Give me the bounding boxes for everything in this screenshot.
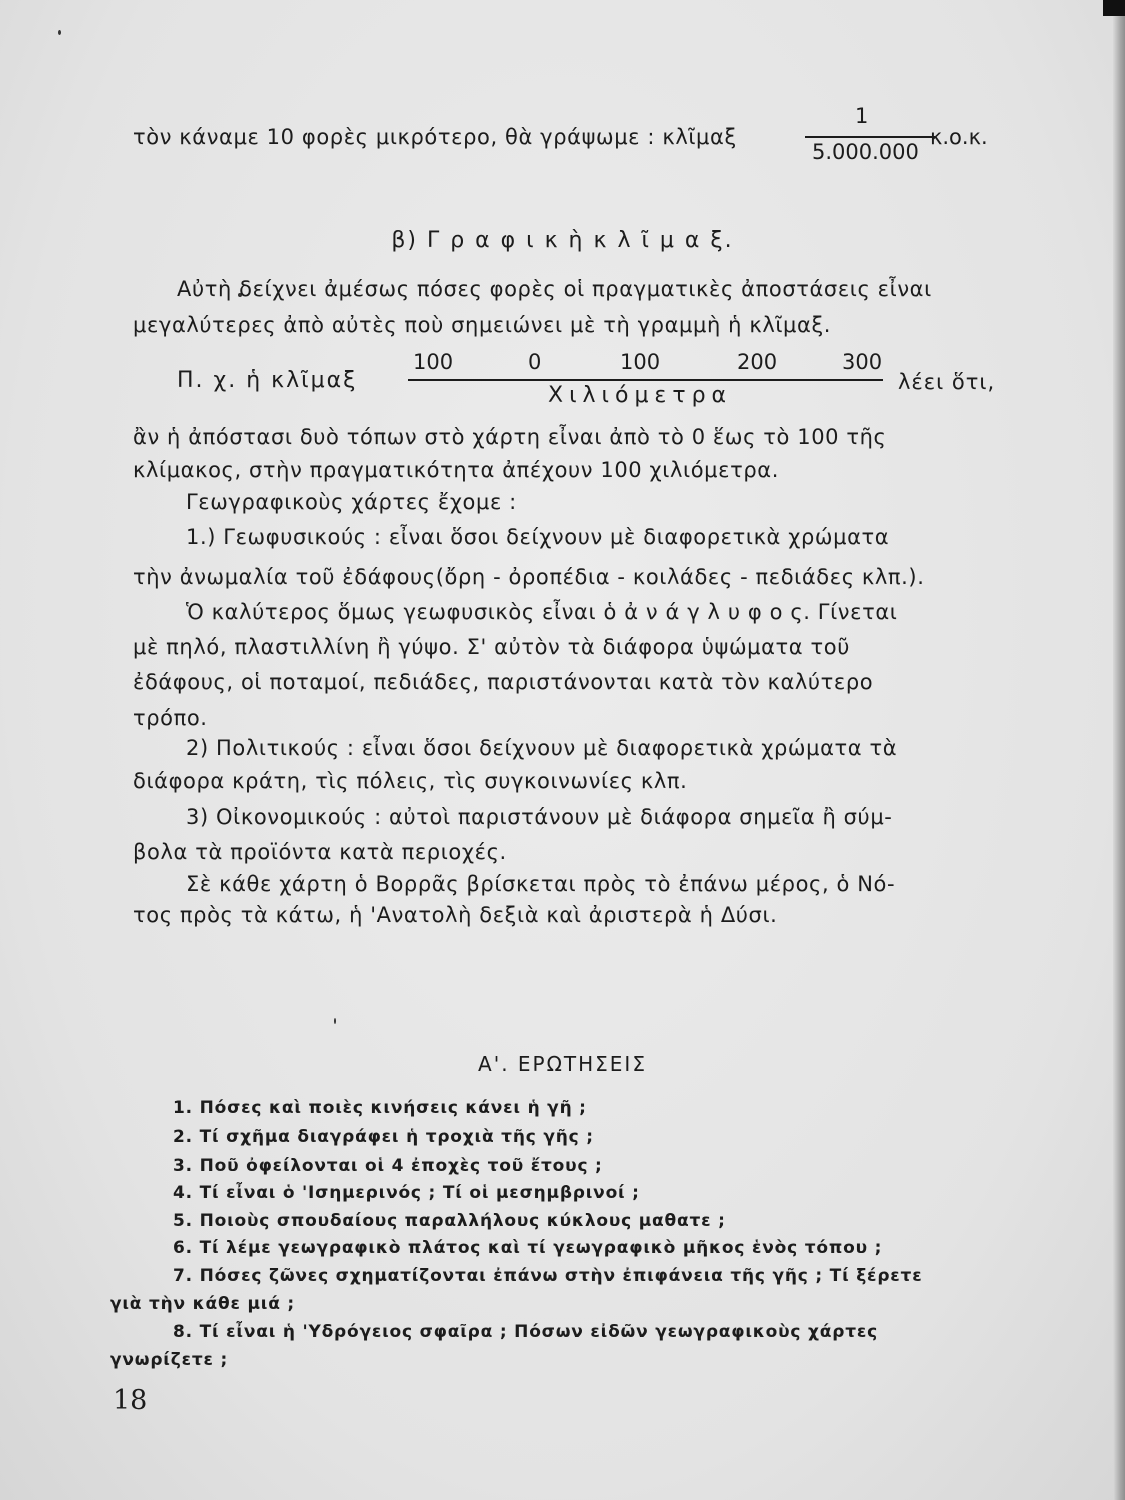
question-item: 1. Πόσες καὶ ποιὲς κινήσεις κάνει ἡ γῆ ; [173, 1098, 587, 1118]
scale-tick-label: 300 [842, 350, 883, 374]
speck-mark [334, 1018, 336, 1024]
line-text: ἂν ἡ ἀπόστασι δυὸ τόπων στὸ χάρτη εἶναι ἀπὸ τὸ 0 ἕως τὸ 100 τῆς [133, 425, 887, 449]
paragraph-line: βολα τὰ προϊόντα κατὰ περιοχές. [133, 840, 507, 864]
speck-mark [58, 30, 61, 35]
paragraph-line: Γεωγραφικοὺς χάρτες ἔχομε : [186, 490, 517, 514]
question-text: 7. Πόσες ζῶνες σχηματίζονται ἐπάνω στὴν ἐπιφάνεια τῆς γῆς ; Τί ξέρετε [173, 1266, 923, 1286]
paragraph-line [133, 670, 999, 694]
scale-ratio-text: τὸν κάναμε 10 φορὲς μικρότερο, θὰ γράψωμε : κλῖμαξ [133, 125, 737, 149]
question-item: 2. Τί σχῆμα διαγράφει ἡ τροχιὰ τῆς γῆς ; [173, 1127, 594, 1147]
question-item: 6. Τί λέμε γεωγραφικὸ πλάτος καὶ τί γεωγραφικὸ μῆκος ἑνὸς τόπου ; [173, 1238, 883, 1258]
paragraph-line [186, 872, 1001, 896]
page-number: 18 [113, 1385, 148, 1416]
paragraph-line [177, 277, 1002, 301]
fraction-bar [805, 136, 935, 138]
scale-example-tail: λέει ὅτι, [898, 370, 996, 394]
scale-unit-label: Χιλιόμετρα [548, 383, 733, 408]
paragraph-line: μεγαλύτερες ἀπὸ αὐτὲς ποὺ σημειώνει μὲ τὴ γραμμὴ ἡ κλῖμαξ. [133, 313, 832, 337]
paragraph-line: τρόπο. [133, 706, 208, 730]
question-continuation: γνωρίζετε ; [110, 1350, 229, 1370]
question-item: 3. Ποῦ ὀφείλονται οἱ 4 ἐποχὲς τοῦ ἔτους ; [173, 1156, 603, 1176]
questions-heading: Α'. ΕΡΩΤΗΣΕΙΣ [478, 1052, 647, 1076]
fraction-denominator: 5.000.000 [812, 140, 919, 164]
question-continuation: γιὰ τὴν κάθε μιά ; [110, 1294, 295, 1314]
fraction-numerator: 1 [855, 104, 869, 128]
line-text: μὲ πηλό, πλαστιλλίνη ἢ γύψο. Σ' αὐτὸν τὰ διάφορα ὑψώματα τοῦ [133, 635, 850, 659]
fraction-suffix: κ.ο.κ. [930, 125, 988, 149]
paragraph-line [186, 525, 1001, 549]
corner-mark [1103, 0, 1125, 16]
paragraph-line: διάφορα κράτη, τὶς πόλεις, τὶς συγκοινωνίες κλπ. [133, 769, 688, 793]
page-edge-shadow [1113, 0, 1125, 1500]
scale-tick-label: 200 [737, 350, 778, 374]
line-text: 3) Οἰκονομικούς : αὐτοὶ παριστάνουν μὲ διάφορα σημεῖα ἢ σύμ- [186, 805, 893, 829]
line-text: 1.) Γεωφυσικούς : εἶναι ὅσοι δείχνουν μὲ διαφορετικὰ χρώματα [186, 525, 890, 549]
section-heading-graphic-scale: β) Γ ρ α φ ι κ ὴ κ λ ῖ μ α ξ. [391, 228, 734, 253]
paragraph-line [133, 635, 1001, 659]
question-text: 8. Τί εἶναι ἡ 'Υδρόγειος σφαῖρα ; Πόσων εἰδῶν γεωγραφικοὺς χάρτες [173, 1322, 879, 1342]
paragraph-line: τὴν ἀνωμαλία τοῦ ἐδάφους(ὄρη - ὀροπέδια - κοιλάδες - πεδιάδες κλπ.). [133, 565, 925, 589]
question-item [173, 1322, 983, 1342]
scale-tick-label: 100 [413, 350, 454, 374]
line-text: Αὐτὴ δείχνει ἀμέσως πόσες φορὲς οἱ πραγματικὲς ἀποστάσεις εἶναι [177, 277, 932, 301]
line-text: 2) Πολιτικούς : εἶναι ὅσοι δείχνουν μὲ διαφορετικὰ χρώματα τὰ [186, 736, 898, 760]
scale-tick-label: 0 [528, 350, 542, 374]
paragraph-line [186, 736, 1001, 760]
scale-bar-line [408, 379, 883, 381]
paragraph-line [186, 600, 1001, 624]
paragraph-line [186, 805, 998, 829]
line-text: Ὁ καλύτερος ὅμως γεωφυσικὸς εἶναι ὁ ἀ ν ά γ λ υ φ ο ς. Γίνεται [186, 600, 898, 624]
question-item [173, 1266, 985, 1286]
paragraph-line: κλίμακος, στὴν πραγματικότητα ἀπέχουν 100 χιλιόμετρα. [133, 458, 779, 482]
paragraph-line [133, 425, 1003, 449]
line-text: Σὲ κάθε χάρτη ὁ Βορρᾶς βρίσκεται πρὸς τὸ ἐπάνω μέρος, ὁ Νό- [186, 872, 896, 896]
question-item: 5. Ποιοὺς σπουδαίους παραλλήλους κύκλους μαθατε ; [173, 1211, 726, 1231]
scale-tick-label: 100 [620, 350, 661, 374]
scale-example-label: Π. χ. ἡ κλῖμαξ [177, 368, 358, 393]
paragraph-line: τος πρὸς τὰ κάτω, ἡ 'Ανατολὴ δεξιὰ καὶ ἀριστερὰ ἡ Δύσι. [133, 903, 778, 927]
question-item: 4. Τί εἶναι ὁ 'Ισημερινός ; Τί οἱ μεσημβρινοί ; [173, 1183, 640, 1203]
line-text: ἐδάφους, οἱ ποταμοί, πεδιάδες, παριστάνονται κατὰ τὸν καλύτερο [133, 670, 874, 694]
